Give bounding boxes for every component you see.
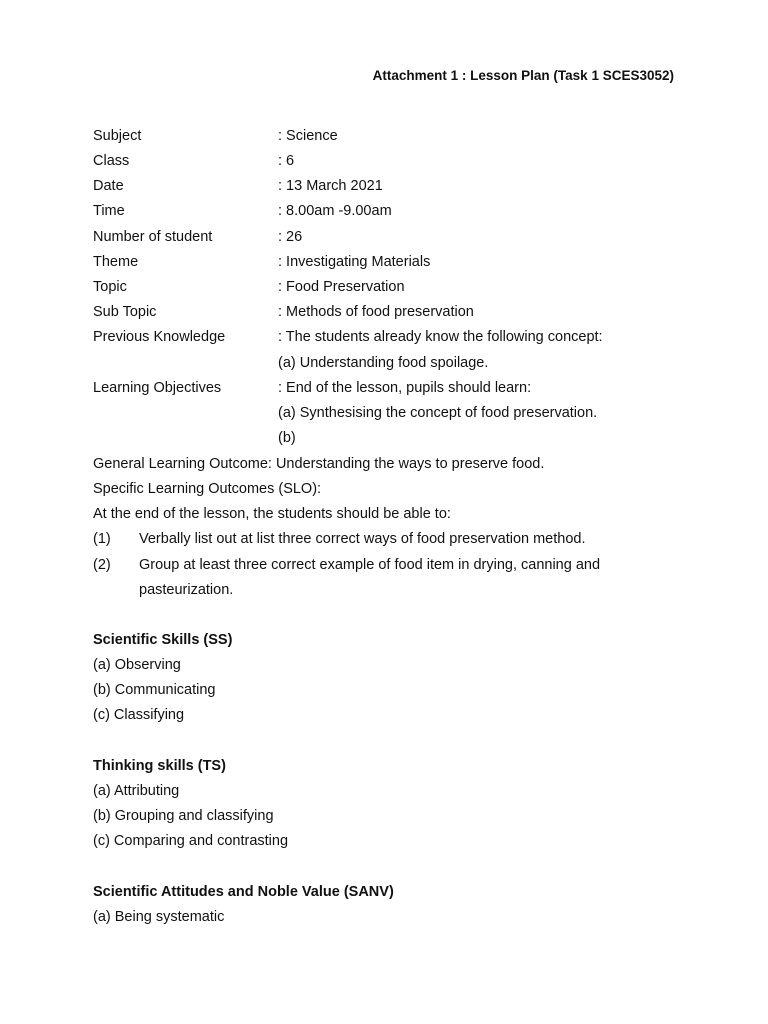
info-label-class: Class	[93, 153, 130, 169]
info-label-theme: Theme	[93, 254, 139, 270]
slo-item-2-continuation: pasteurization.	[139, 582, 234, 598]
info-label-previous-knowledge: Previous Knowledge	[93, 329, 226, 345]
info-label-learning-objectives: Learning Objectives	[93, 380, 222, 396]
info-value-class: : 6	[278, 153, 295, 169]
info-value-sub-topic: : Methods of food preservation	[278, 304, 474, 320]
slo-item-2-number: (2)	[93, 557, 111, 573]
thinking-skill-item: (a) Attributing	[93, 783, 180, 799]
scientific-skill-item: (b) Communicating	[93, 682, 216, 698]
info-label-subject: Subject	[93, 128, 142, 144]
info-value-number-of-student: : 26	[278, 229, 303, 245]
info-value-date: : 13 March 2021	[278, 178, 383, 194]
slo-item-1-number: (1)	[93, 531, 111, 547]
scientific-skills-heading: Scientific Skills (SS)	[93, 632, 233, 648]
info-value-subject: : Science	[278, 128, 338, 144]
info-label-sub-topic: Sub Topic	[93, 304, 157, 320]
previous-knowledge-item-a: (a) Understanding food spoilage.	[278, 355, 489, 371]
info-value-theme: : Investigating Materials	[278, 254, 431, 270]
info-label-topic: Topic	[93, 279, 127, 295]
info-value-learning-objectives: : End of the lesson, pupils should learn:	[278, 380, 532, 396]
general-learning-outcome: General Learning Outcome: Understanding the ways to preserve food.	[93, 456, 545, 472]
slo-item-1-text: Verbally list out at list three correct ways of food preservation method.	[139, 531, 586, 547]
attachment-header: Attachment 1 : Lesson Plan (Task 1 SCES3052)	[372, 68, 674, 83]
learning-objective-item-b: (b)	[278, 430, 296, 446]
info-value-topic: : Food Preservation	[278, 279, 405, 295]
slo-intro: At the end of the lesson, the students should be able to:	[93, 506, 451, 522]
info-label-time: Time	[93, 203, 125, 219]
slo-heading: Specific Learning Outcomes (SLO):	[93, 481, 322, 497]
scientific-skill-item: (c) Classifying	[93, 707, 185, 723]
info-value-time: : 8.00am -9.00am	[278, 203, 392, 219]
thinking-skill-item: (b) Grouping and classifying	[93, 808, 274, 824]
sanv-heading: Scientific Attitudes and Noble Value (SANV)	[93, 884, 394, 900]
slo-item-2-text: Group at least three correct example of food item in drying, canning and	[139, 557, 601, 573]
thinking-skills-heading: Thinking skills (TS)	[93, 758, 226, 774]
info-label-number-of-student: Number of student	[93, 229, 213, 245]
sanv-item: (a) Being systematic	[93, 909, 225, 925]
info-label-date: Date	[93, 178, 124, 194]
learning-objective-item-a: (a) Synthesising the concept of food preservation.	[278, 405, 598, 421]
info-value-previous-knowledge: : The students already know the following concept:	[278, 329, 603, 345]
thinking-skill-item: (c) Comparing and contrasting	[93, 833, 289, 849]
scientific-skill-item: (a) Observing	[93, 657, 181, 673]
